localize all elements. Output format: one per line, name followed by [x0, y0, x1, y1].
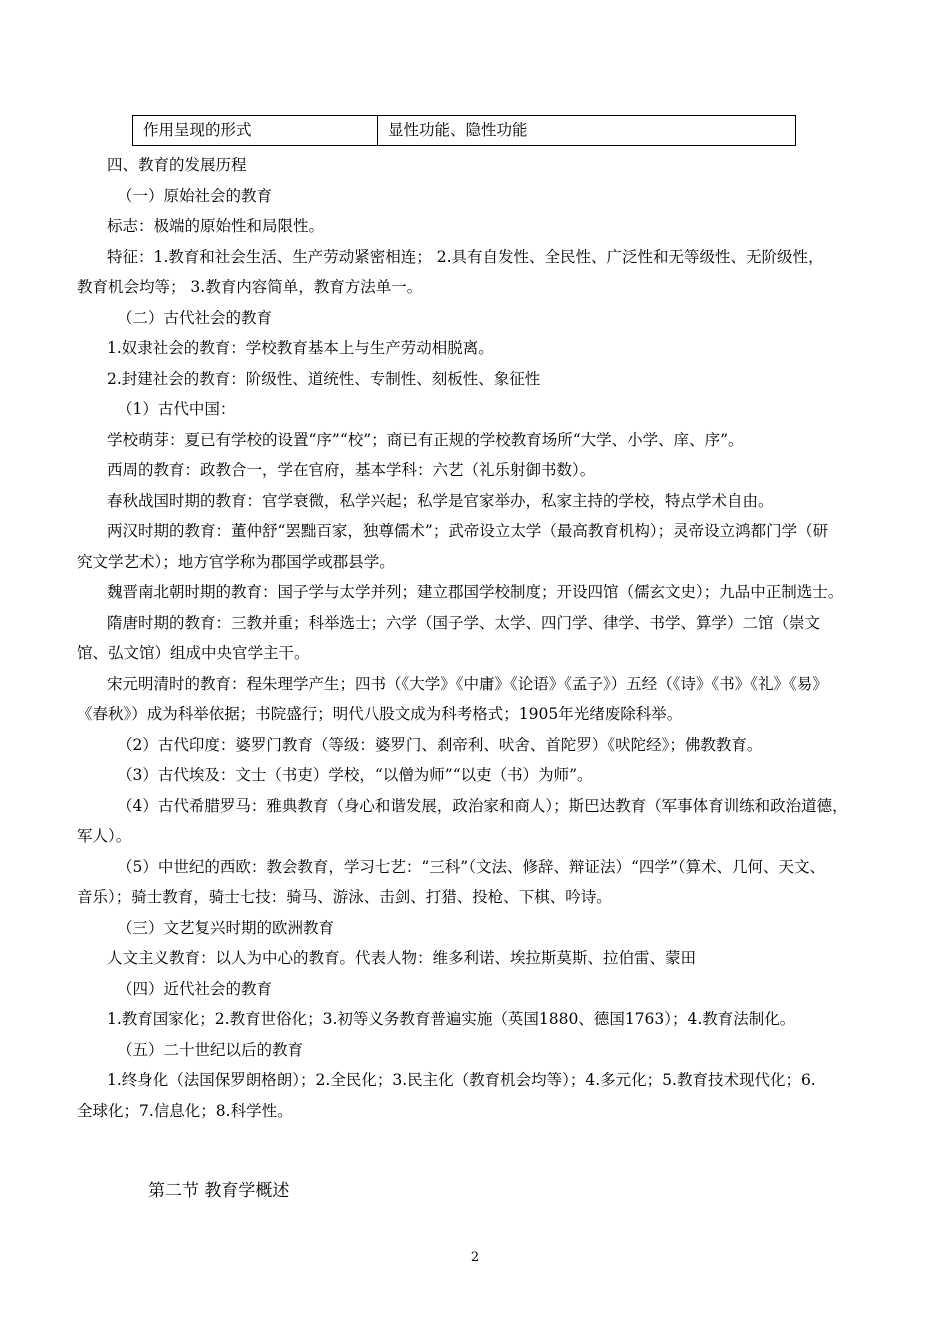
text-line: 春秋战国时期的教育：官学衰微，私学兴起；私学是官家举办，私家主持的学校，特点学术自由。	[107, 491, 774, 510]
text-line: 2.封建社会的教育：阶级性、道统性、专制性、刻板性、象征性	[107, 369, 541, 388]
text-line: （3）古代埃及：文士（书吏）学校，“以僧为师”“以吏（书）为师”。	[117, 766, 593, 784]
text-line: （5）中世纪的西欧：教会教育，学习七艺：“三科”（文法、修辞、辩证法）“四学”（算术、几何、天文、	[117, 857, 826, 876]
text-line: 馆、弘文馆）组成中央官学主干。	[77, 644, 310, 662]
text-line: 四、教育的发展历程	[107, 156, 247, 174]
text-line: 1.教育国家化；2.教育世俗化；3.初等义务教育普遍实施（英国1880、德国1763）；4.教育法制化。	[107, 1010, 796, 1028]
text-line: （二）古代社会的教育	[117, 308, 273, 327]
page-number: 2	[470, 1250, 480, 1265]
table-cell-value: 显性功能、隐性功能	[388, 121, 528, 139]
text-line: （五）二十世纪以后的教育	[117, 1040, 304, 1059]
text-line: （2）古代印度：婆罗门教育（等级：婆罗门、刹帝利、吠舍、首陀罗）《吠陀经》；佛教教育。	[117, 735, 763, 754]
text-line: 标志：极端的原始性和局限性。	[107, 217, 325, 235]
text-line: 两汉时期的教育：董仲舒“罢黜百家，独尊儒术”；武帝设立太学（最高教育机构）；灵帝设立鸿都门学（研	[107, 522, 829, 540]
text-line: （一）原始社会的教育	[117, 186, 273, 205]
text-line: 人文主义教育：以人为中心的教育。代表人物：维多利诺、埃拉斯莫斯、拉伯雷、蒙田	[107, 949, 697, 967]
section-heading: 第二节 教育学概述	[148, 1181, 290, 1201]
text-line: （四）近代社会的教育	[117, 979, 273, 998]
document-body	[77, 150, 887, 1126]
text-line: （三）文艺复兴时期的欧洲教育	[117, 918, 335, 937]
table-cell-label: 作用呈现的形式	[133, 116, 378, 145]
text-line: 军人）。	[77, 827, 132, 845]
text-line: 特征：1.教育和社会生活、生产劳动紧密相连； 2.具有自发性、全民性、广泛性和无等级性、无阶级性，	[107, 247, 824, 266]
text-line: 全球化；7.信息化；8.科学性。	[77, 1101, 293, 1120]
text-line: 《春秋》）成为科举依据；书院盛行；明代八股文成为科考格式；1905年光绪废除科举。	[77, 705, 683, 723]
function-form-table-row	[132, 115, 796, 146]
text-line: 1.终身化（法国保罗朗格朗）；2.全民化；3.民主化（教育机会均等）；4.多元化；5.教育技术现代化；6.	[107, 1071, 816, 1089]
text-line: 音乐）；骑士教育，骑士七技：骑马、游泳、击剑、打猎、投枪、下棋、吟诗。	[77, 888, 612, 906]
text-line: 西周的教育：政教合一，学在官府，基本学科：六艺（礼乐射御书数）。	[107, 461, 596, 479]
text-line: 魏晋南北朝时期的教育：国子学与太学并列；建立郡国学校制度；开设四馆（儒玄文史）；九品中正制选士。	[107, 583, 844, 601]
text-line: 1.奴隶社会的教育：学校教育基本上与生产劳动相脱离。	[107, 339, 494, 357]
text-line: 隋唐时期的教育：三教并重；科举选士；六学（国子学、太学、四门学、律学、书学、算学）二馆（崇文	[107, 613, 821, 632]
text-line: （1）古代中国：	[117, 400, 236, 418]
text-line: 究文学艺术）；地方官学称为郡国学或郡县学。	[77, 552, 395, 571]
text-line: 学校萌芽：夏已有学校的设置“序”“校”；商已有正规的学校教育场所“大学、小学、庠、序”。	[107, 430, 744, 449]
text-line: 教育机会均等； 3.教育内容简单，教育方法单一。	[77, 278, 423, 296]
text-line: （4）古代希腊罗马：雅典教育（身心和谐发展，政治家和商人）；斯巴达教育（军事体育训练和政治道德，	[117, 796, 848, 815]
text-line: 宋元明清时的教育：程朱理学产生；四书（《大学》《中庸》《论语》《孟子》）五经（《诗》《书》《礼》《易》	[107, 674, 828, 693]
